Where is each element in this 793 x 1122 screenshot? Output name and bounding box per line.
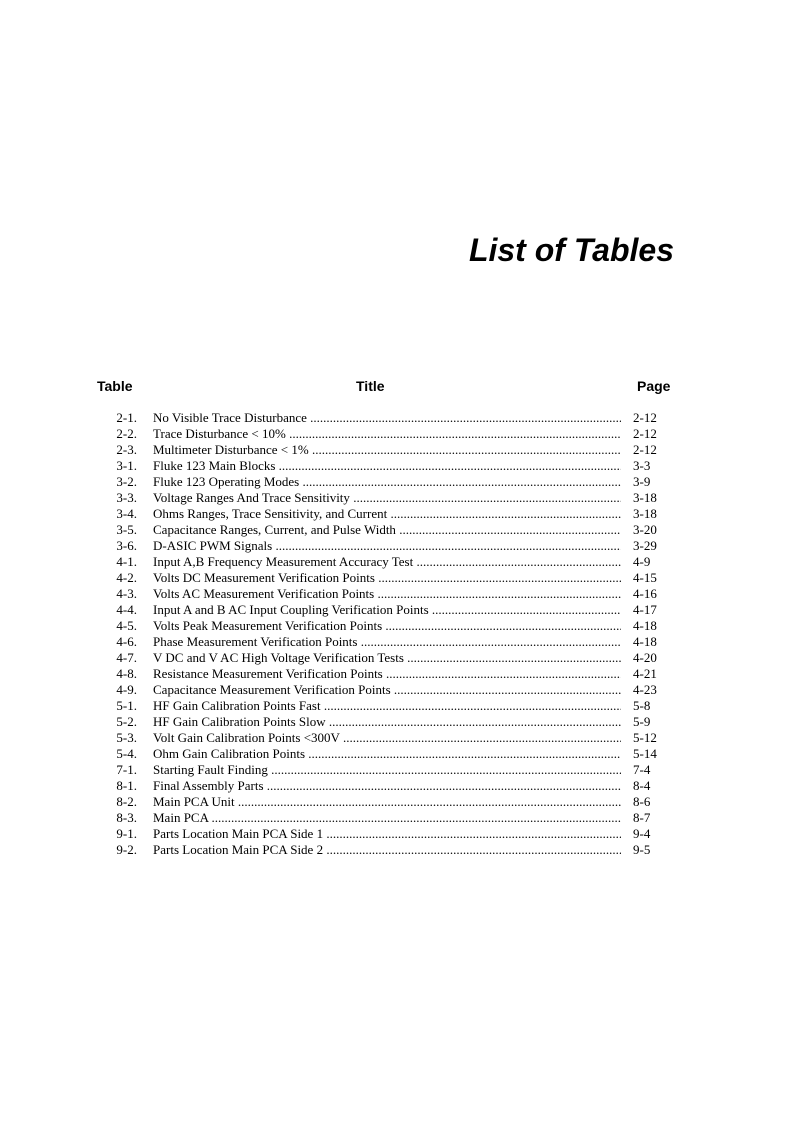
toc-entry[interactable] — [0, 586, 793, 602]
entry-title: Starting Fault Finding ..... — [153, 762, 621, 778]
toc-entry[interactable] — [0, 778, 793, 794]
column-header-title: Title — [356, 378, 385, 394]
column-header-page: Page — [637, 378, 671, 394]
entry-title: Input A,B Frequency Measurement Accuracy Test ..... — [153, 554, 621, 570]
entry-page-number: 2-12 — [633, 410, 657, 425]
entry-number: 4-7. — [116, 650, 137, 665]
toc-entry[interactable] — [0, 522, 793, 538]
toc-entry[interactable] — [0, 490, 793, 506]
entry-number: 4-2. — [116, 570, 137, 585]
entry-number: 4-4. — [116, 602, 137, 617]
toc-entry[interactable] — [0, 554, 793, 570]
entry-title: Trace Disturbance < 10% ..... — [153, 426, 621, 442]
toc-entry[interactable] — [0, 650, 793, 666]
entry-page-number: 4-16 — [633, 586, 657, 601]
entry-page-number: 3-9 — [633, 474, 651, 489]
entry-page-number: 4-18 — [633, 618, 657, 633]
entry-page-number: 4-17 — [633, 602, 657, 617]
toc-entry[interactable] — [0, 810, 793, 826]
toc-entry[interactable] — [0, 602, 793, 618]
entry-title: Phase Measurement Verification Points ..... — [153, 634, 621, 650]
entry-title: Main PCA Unit ..... — [153, 794, 621, 810]
entry-title: Voltage Ranges And Trace Sensitivity ..... — [153, 490, 621, 506]
page-title: List of Tables — [468, 232, 674, 268]
entry-page-number: 4-20 — [633, 650, 657, 665]
entry-page-number: 4-15 — [633, 570, 657, 585]
entry-title: Fluke 123 Main Blocks ..... — [153, 458, 621, 474]
entry-page-number: 5-14 — [633, 746, 657, 761]
entry-title: Input A and B AC Input Coupling Verification Points ..... — [153, 602, 621, 618]
entry-page-number: 8-6 — [633, 794, 651, 809]
entry-page-number: 5-8 — [633, 698, 651, 713]
table-list — [0, 410, 793, 858]
entry-title: Resistance Measurement Verification Points ..... — [153, 666, 621, 682]
toc-entry[interactable] — [0, 666, 793, 682]
entry-number: 2-2. — [116, 426, 137, 441]
entry-number: 3-4. — [116, 506, 137, 521]
entry-number: 7-1. — [116, 762, 137, 777]
toc-entry[interactable] — [0, 794, 793, 810]
entry-number: 3-3. — [116, 490, 137, 505]
entry-title: HF Gain Calibration Points Fast ..... — [153, 698, 621, 714]
entry-title: Capacitance Measurement Verification Points ..... — [153, 682, 621, 698]
entry-number: 4-9. — [116, 682, 137, 697]
entry-title: Volt Gain Calibration Points <300V ..... — [153, 730, 621, 746]
toc-entry[interactable] — [0, 618, 793, 634]
entry-page-number: 9-4 — [633, 826, 651, 841]
entry-page-number: 7-4 — [633, 762, 651, 777]
entry-title: Main PCA ..... — [153, 810, 621, 826]
entry-page-number: 3-20 — [633, 522, 657, 537]
entry-page-number: 4-9 — [633, 554, 651, 569]
entry-number: 4-5. — [116, 618, 137, 633]
toc-entry[interactable] — [0, 842, 793, 858]
entry-title: Volts Peak Measurement Verification Points ..... — [153, 618, 621, 634]
entry-number: 4-8. — [116, 666, 137, 681]
toc-entry[interactable] — [0, 426, 793, 442]
entry-number: 3-1. — [116, 458, 137, 473]
entry-number: 8-1. — [116, 778, 137, 793]
toc-entry[interactable] — [0, 634, 793, 650]
toc-entry[interactable] — [0, 714, 793, 730]
toc-entry[interactable] — [0, 826, 793, 842]
entry-page-number: 3-18 — [633, 506, 657, 521]
entry-title: Parts Location Main PCA Side 2 ..... — [153, 842, 621, 858]
entry-number: 5-2. — [116, 714, 137, 729]
entry-number: 8-2. — [116, 794, 137, 809]
entry-title: Volts AC Measurement Verification Points ..... — [153, 586, 621, 602]
toc-entry[interactable] — [0, 442, 793, 458]
toc-entry[interactable] — [0, 570, 793, 586]
entry-page-number: 8-4 — [633, 778, 651, 793]
entry-number: 9-1. — [116, 826, 137, 841]
entry-title: Ohm Gain Calibration Points ..... — [153, 746, 621, 762]
entry-page-number: 5-12 — [633, 730, 657, 745]
entry-number: 5-4. — [116, 746, 137, 761]
entry-page-number: 3-29 — [633, 538, 657, 553]
toc-entry[interactable] — [0, 410, 793, 426]
column-header-table: Table — [97, 378, 133, 394]
entry-number: 3-6. — [116, 538, 137, 553]
entry-page-number: 4-18 — [633, 634, 657, 649]
toc-entry[interactable] — [0, 474, 793, 490]
entry-number: 5-3. — [116, 730, 137, 745]
entry-page-number: 4-23 — [633, 682, 657, 697]
toc-entry[interactable] — [0, 506, 793, 522]
entry-page-number: 9-5 — [633, 842, 651, 857]
entry-title: HF Gain Calibration Points Slow ..... — [153, 714, 621, 730]
entry-title: Volts DC Measurement Verification Points ..... — [153, 570, 621, 586]
toc-entry[interactable] — [0, 458, 793, 474]
entry-number: 4-1. — [116, 554, 137, 569]
entry-page-number: 5-9 — [633, 714, 651, 729]
entry-number: 5-1. — [116, 698, 137, 713]
entry-title: Multimeter Disturbance < 1% ..... — [153, 442, 621, 458]
entry-page-number: 2-12 — [633, 426, 657, 441]
entry-title: No Visible Trace Disturbance ..... — [153, 410, 621, 426]
entry-number: 2-1. — [116, 410, 137, 425]
entry-title: Ohms Ranges, Trace Sensitivity, and Current ..... — [153, 506, 621, 522]
entry-number: 8-3. — [116, 810, 137, 825]
toc-entry[interactable] — [0, 682, 793, 698]
entry-title: Final Assembly Parts ..... — [153, 778, 621, 794]
entry-number: 3-5. — [116, 522, 137, 537]
toc-entry[interactable] — [0, 730, 793, 746]
entry-page-number: 3-18 — [633, 490, 657, 505]
entry-title: Parts Location Main PCA Side 1 ..... — [153, 826, 621, 842]
entry-number: 2-3. — [116, 442, 137, 457]
entry-number: 4-3. — [116, 586, 137, 601]
entry-page-number: 2-12 — [633, 442, 657, 457]
entry-number: 3-2. — [116, 474, 137, 489]
toc-entry[interactable] — [0, 698, 793, 714]
entry-number: 4-6. — [116, 634, 137, 649]
toc-entry[interactable] — [0, 746, 793, 762]
toc-entry[interactable] — [0, 762, 793, 778]
entry-title: D-ASIC PWM Signals ..... — [153, 538, 621, 554]
entry-title: V DC and V AC High Voltage Verification Tests ..... — [153, 650, 621, 666]
toc-entry[interactable] — [0, 538, 793, 554]
entry-title: Capacitance Ranges, Current, and Pulse Width ..... — [153, 522, 621, 538]
entry-page-number: 8-7 — [633, 810, 651, 825]
entry-page-number: 4-21 — [633, 666, 657, 681]
entry-number: 9-2. — [116, 842, 137, 857]
entry-title: Fluke 123 Operating Modes ..... — [153, 474, 621, 490]
entry-page-number: 3-3 — [633, 458, 651, 473]
